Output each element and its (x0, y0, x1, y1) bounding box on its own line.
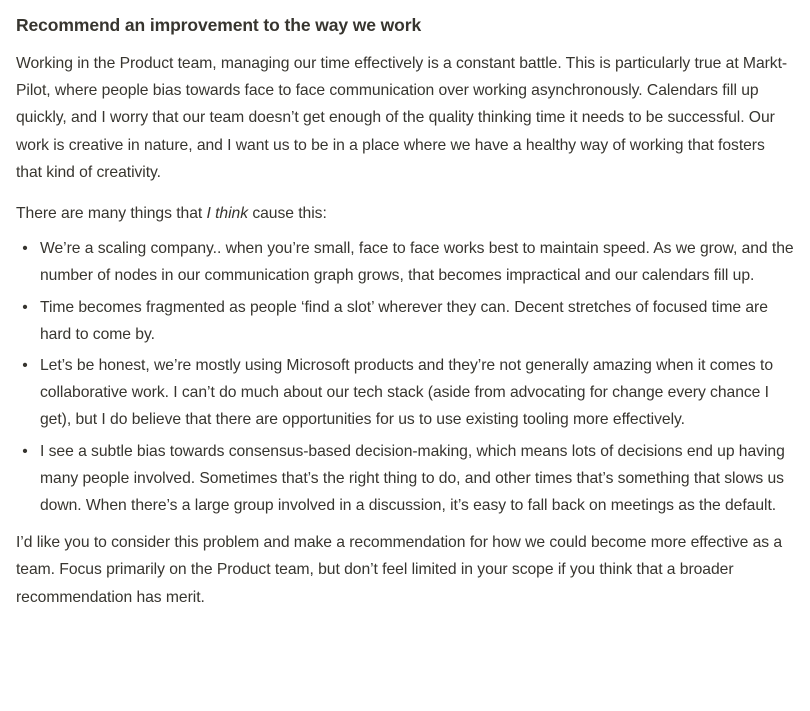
list-item (16, 438, 794, 520)
list-item-text: Let’s be honest, we’re mostly using Microsoft products and they’re not generally amazing when it comes to collaborative work. I can’t do much about our tech stack (aside from advocating for change every chance I get), but I do believe that there are opportunities for us to use existing tooling more effectively. (40, 357, 774, 429)
lead-text-after: cause this: (248, 205, 327, 223)
bullet-icon: • (22, 442, 28, 460)
bullet-icon: • (22, 240, 28, 258)
lead-emphasis: I think (206, 205, 249, 223)
list-item-text: I see a subtle bias towards consensus-based decision-making, which means lots of decisions end up having many people involved. Sometimes that’s the right thing to do, and other times that’s something that slows us down. When there’s a large group involved in a discussion, it’s easy to fall back on meetings as the default. (40, 442, 785, 515)
intro-paragraph: Working in the Product team, managing our time effectively is a constant battle. This is particularly true at Markt-Pilot, where people bias towards face to face communication over working asynchronously. Calendars fill up quickly, and I worry that our team doesn’t get enough of the quality thinking time it needs to be successful. Our work is creative in nature, and I want us to be in a place where we have a healthy way of working that fosters that kind of creativity. (16, 55, 788, 181)
lead-text-before: There are many things that (16, 205, 207, 223)
list-item (16, 294, 794, 348)
causes-list (16, 235, 794, 519)
list-item (16, 352, 794, 434)
bullet-icon: • (22, 357, 28, 375)
list-item-text: Time becomes fragmented as people ‘find a slot’ wherever they can. Decent stretches of focused time are hard to come by. (40, 298, 768, 343)
bullet-icon: • (22, 298, 28, 316)
document-heading: Recommend an improvement to the way we work (16, 15, 422, 35)
list-item (16, 235, 794, 289)
closing-paragraph: I’d like you to consider this problem and make a recommendation for how we could become more effective as a team. Focus primarily on the Product team, but don’t feel limited in your scope if you think that a broader recommendation has merit. (16, 534, 783, 606)
list-item-text: We’re a scaling company.. when you’re small, face to face works best to maintain speed. As we grow, and the number of nodes in our communication graph grows, that becomes impractical and our calendars fill up. (40, 240, 794, 285)
lead-paragraph (16, 200, 794, 227)
